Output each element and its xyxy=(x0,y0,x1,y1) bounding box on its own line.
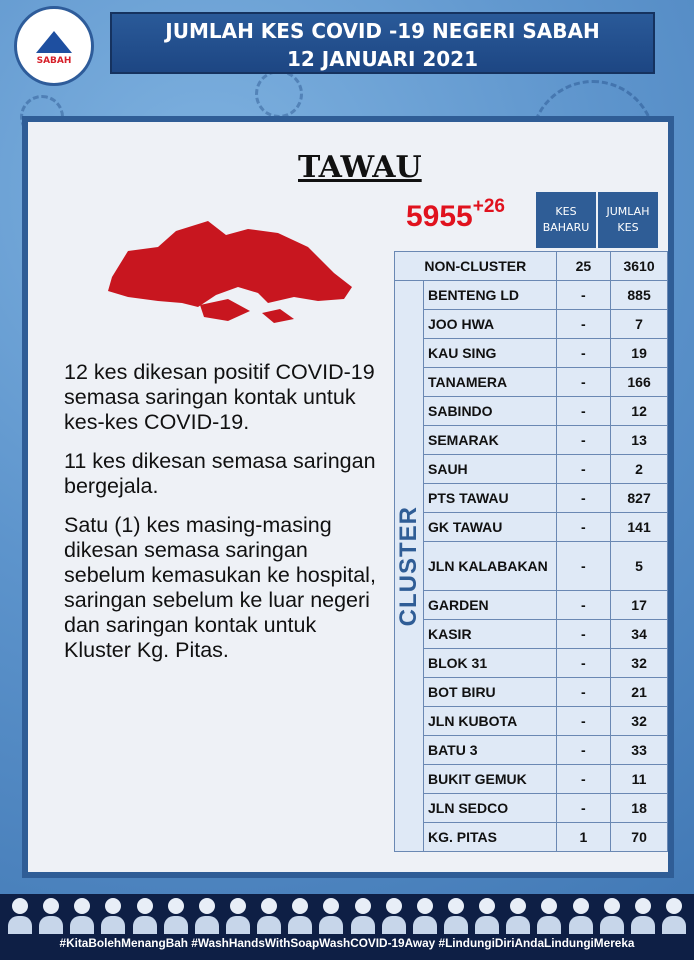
total-cases-cell: 7 xyxy=(611,310,668,339)
person-icon xyxy=(444,898,468,934)
total-cases-cell: 19 xyxy=(611,339,668,368)
cluster-name: BUKIT GEMUK xyxy=(424,765,557,794)
table-row xyxy=(395,736,668,765)
table-row xyxy=(395,368,668,397)
logo-text: SABAH xyxy=(36,55,72,66)
table-row xyxy=(395,310,668,339)
frontliner-figures xyxy=(8,898,686,936)
new-cases: - xyxy=(556,620,611,649)
page-header xyxy=(110,12,655,74)
person-icon xyxy=(382,898,406,934)
new-cases: - xyxy=(556,678,611,707)
new-cases: 1 xyxy=(556,823,611,852)
table-row xyxy=(395,252,668,281)
total-cases-cell: 166 xyxy=(611,368,668,397)
cluster-name: PTS TAWAU xyxy=(424,484,557,513)
new-cases: - xyxy=(556,736,611,765)
table-row xyxy=(395,397,668,426)
new-cases: - xyxy=(556,513,611,542)
new-cases: - xyxy=(556,591,611,620)
total-cases-cell: 17 xyxy=(611,591,668,620)
person-icon xyxy=(506,898,530,934)
cluster-name: JLN SEDCO xyxy=(424,794,557,823)
person-icon xyxy=(475,898,499,934)
new-cases: - xyxy=(556,426,611,455)
total-cases-cell: 34 xyxy=(611,620,668,649)
cluster-name: KASIR xyxy=(424,620,557,649)
table-row xyxy=(395,794,668,823)
total-cases-cell: 885 xyxy=(611,281,668,310)
total-cases-cell: 2 xyxy=(611,455,668,484)
sabah-health-logo xyxy=(14,6,94,86)
new-cases: - xyxy=(556,794,611,823)
total-cases-cell: 827 xyxy=(611,484,668,513)
person-icon xyxy=(600,898,624,934)
person-icon xyxy=(537,898,561,934)
cluster-name: KAU SING xyxy=(424,339,557,368)
cluster-name: SABINDO xyxy=(424,397,557,426)
person-icon xyxy=(8,898,32,934)
person-icon xyxy=(288,898,312,934)
table-row xyxy=(395,484,668,513)
person-icon xyxy=(631,898,655,934)
person-icon xyxy=(351,898,375,934)
total-cases-cell: 32 xyxy=(611,707,668,736)
table-row xyxy=(395,649,668,678)
map-island xyxy=(200,299,250,321)
total-cases-cell: 3610 xyxy=(611,252,668,281)
person-icon xyxy=(226,898,250,934)
total-cases-cell: 21 xyxy=(611,678,668,707)
person-icon xyxy=(662,898,686,934)
person-icon xyxy=(39,898,63,934)
total-cases-cell: 70 xyxy=(611,823,668,852)
cluster-name: JLN KUBOTA xyxy=(424,707,557,736)
virus-decoration-icon xyxy=(255,70,303,118)
map-island xyxy=(262,309,294,323)
table-row xyxy=(395,620,668,649)
footer xyxy=(0,894,694,960)
table-row xyxy=(395,591,668,620)
tawau-map xyxy=(98,217,358,337)
cluster-name: TANAMERA xyxy=(424,368,557,397)
new-cases: - xyxy=(556,542,611,591)
col-header-new: KES BAHARU xyxy=(536,192,596,248)
person-icon xyxy=(133,898,157,934)
table-row xyxy=(395,823,668,852)
table-row xyxy=(395,707,668,736)
cluster-name: NON-CLUSTER xyxy=(395,252,557,281)
cluster-name: JLN KALABAKAN xyxy=(424,542,557,591)
col-header-total: JUMLAH KES xyxy=(598,192,658,248)
table-row xyxy=(395,455,668,484)
person-icon xyxy=(70,898,94,934)
new-cases: - xyxy=(556,339,611,368)
district-title: TAWAU xyxy=(298,150,422,185)
total-cases-cell: 12 xyxy=(611,397,668,426)
person-icon xyxy=(164,898,188,934)
summary-paragraph: 11 kes dikesan semasa saringan bergejala. xyxy=(64,449,376,498)
table-row xyxy=(395,513,668,542)
cluster-name: GK TAWAU xyxy=(424,513,557,542)
total-cases-cell: 11 xyxy=(611,765,668,794)
new-cases: - xyxy=(556,649,611,678)
cluster-name: BENTENG LD xyxy=(424,281,557,310)
person-icon xyxy=(257,898,281,934)
hashtags: #KitaBolehMenangBah #WashHandsWithSoapWashCOVID-19Away #LindungiDiriAndaLindungiMereka xyxy=(59,936,635,950)
person-icon xyxy=(413,898,437,934)
total-cases-cell: 32 xyxy=(611,649,668,678)
total-cases-cell: 13 xyxy=(611,426,668,455)
cases-table xyxy=(394,251,668,852)
summary-paragraph: 12 kes dikesan positif COVID-19 semasa saringan kontak untuk kes-kes COVID-19. xyxy=(64,360,375,434)
new-cases: - xyxy=(556,765,611,794)
total-cases-cell: 33 xyxy=(611,736,668,765)
new-cases: - xyxy=(556,707,611,736)
total-cases-cell: 18 xyxy=(611,794,668,823)
header-date: 12 JANUARI 2021 xyxy=(286,47,479,71)
table-row xyxy=(395,426,668,455)
table-row xyxy=(395,339,668,368)
summary-text xyxy=(64,360,384,677)
table-row xyxy=(395,542,668,591)
total-cases-cell: 5 xyxy=(611,542,668,591)
new-cases: - xyxy=(556,455,611,484)
cluster-name: BOT BIRU xyxy=(424,678,557,707)
cluster-name: KG. PITAS xyxy=(424,823,557,852)
cluster-name: BLOK 31 xyxy=(424,649,557,678)
cluster-name: JOO HWA xyxy=(424,310,557,339)
new-cases: - xyxy=(556,397,611,426)
new-count: +26 xyxy=(472,196,505,217)
person-icon xyxy=(101,898,125,934)
cluster-label: CLUSTER xyxy=(395,505,422,627)
cluster-label-cell xyxy=(395,281,424,852)
map-shape xyxy=(108,221,352,307)
main-panel xyxy=(22,116,674,878)
person-icon xyxy=(195,898,219,934)
cluster-name: SEMARAK xyxy=(424,426,557,455)
cluster-name: BATU 3 xyxy=(424,736,557,765)
new-cases: 25 xyxy=(556,252,611,281)
person-icon xyxy=(569,898,593,934)
mountain-icon xyxy=(36,31,72,53)
person-icon xyxy=(319,898,343,934)
new-cases: - xyxy=(556,368,611,397)
total-cases-cell: 141 xyxy=(611,513,668,542)
header-title: JUMLAH KES COVID -19 NEGERI SABAH xyxy=(165,19,600,43)
summary-paragraph: Satu (1) kes masing-masing dikesan semasa saringan sebelum kemasukan ke hospital, saringan sebelum ke luar negeri dan saringan kontak untuk Kluster Kg. Pitas. xyxy=(64,513,376,662)
table-row xyxy=(395,281,668,310)
total-count: 5955 xyxy=(406,200,473,233)
new-cases: - xyxy=(556,310,611,339)
cluster-name: SAUH xyxy=(424,455,557,484)
table-row xyxy=(395,678,668,707)
new-cases: - xyxy=(556,281,611,310)
table-row xyxy=(395,765,668,794)
total-cases xyxy=(406,196,505,234)
new-cases: - xyxy=(556,484,611,513)
cluster-name: GARDEN xyxy=(424,591,557,620)
